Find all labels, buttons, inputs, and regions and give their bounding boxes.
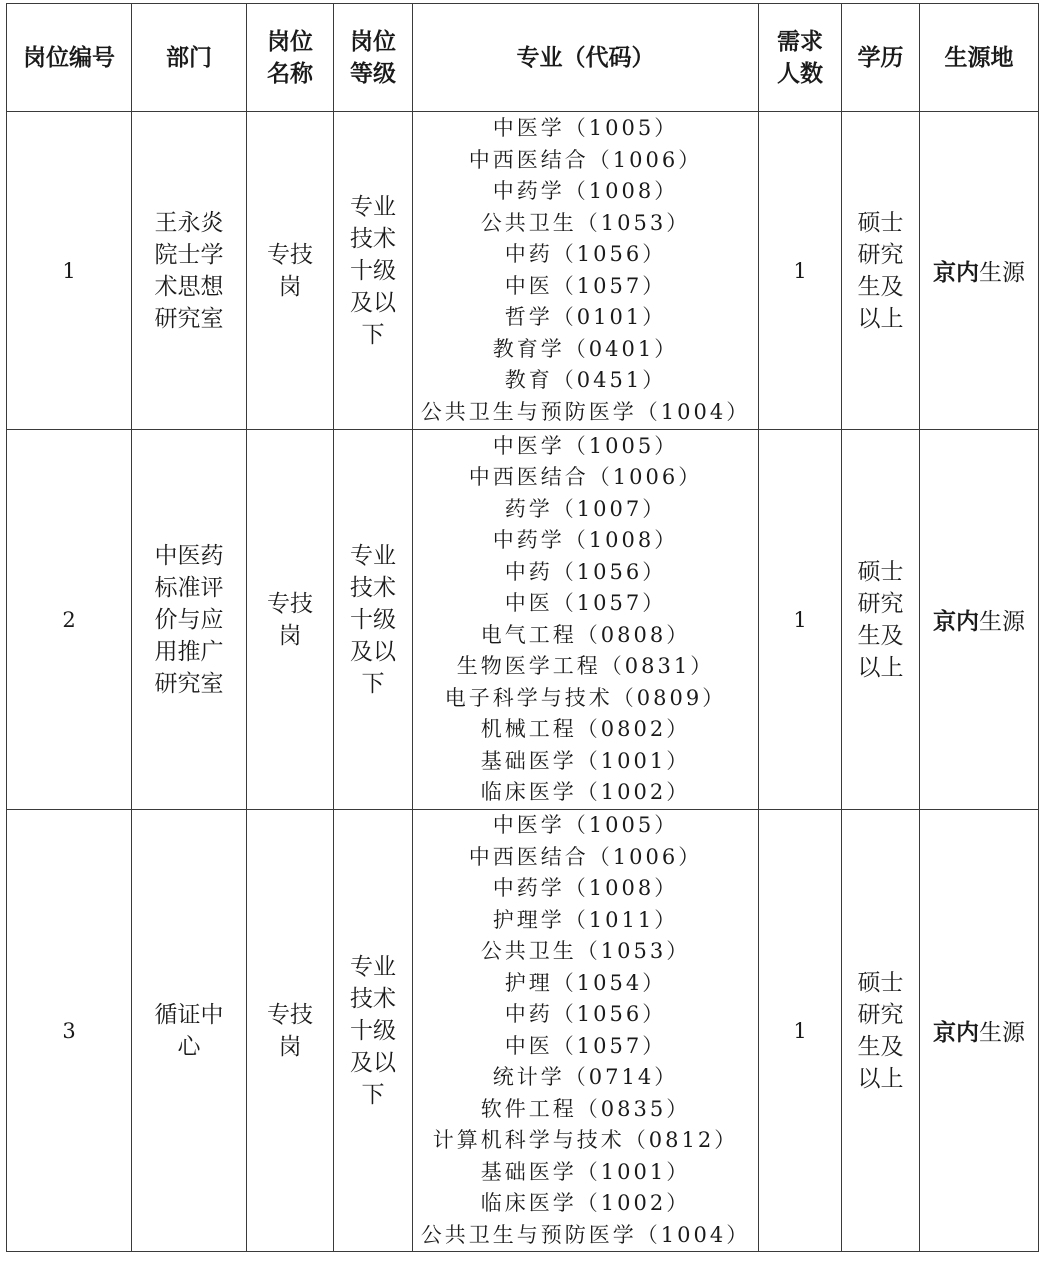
recruitment-table (6, 3, 1039, 1252)
table-row (7, 112, 1039, 430)
header-post-name-text (265, 26, 315, 90)
text-line: 专业 (350, 542, 396, 569)
origin-rest: 生源 (979, 260, 1025, 286)
text-line: 生及 (857, 622, 904, 649)
text-line: 岗位编号 (23, 44, 115, 71)
major-item: 中医学（1005） (492, 813, 679, 837)
text-line: 研究 (857, 590, 904, 617)
major-item: 中医学（1005） (492, 433, 679, 458)
major-item: 中药学（1008） (492, 528, 679, 552)
major-item: 药学（1007） (504, 496, 667, 521)
post-level-cell (334, 810, 413, 1252)
text-line: 生及 (857, 1033, 904, 1060)
origin-strong: 京内 (933, 260, 979, 286)
text-line: 专业（代码） (516, 44, 655, 71)
header-post-no-text (23, 42, 115, 74)
major-item: 中医（1057） (504, 591, 667, 615)
dept-cell (132, 810, 247, 1252)
text-line: 部门 (166, 44, 212, 71)
text-line: 及以 (350, 1049, 396, 1076)
major-item: 公共卫生与预防医学（1004） (420, 399, 751, 424)
text-line: 十级 (350, 1017, 396, 1044)
post-no-cell: 1 (7, 112, 132, 430)
text-line: 等级 (350, 60, 396, 87)
major-item: 中药（1056） (504, 1002, 667, 1026)
origin-rest: 生源 (979, 1020, 1025, 1046)
major-item: 中西医结合（1006） (468, 147, 703, 172)
origin-cell (920, 112, 1039, 430)
header-major (413, 4, 759, 112)
major-item: 哲学（0101） (504, 305, 667, 329)
text-line: 研究室 (154, 305, 224, 332)
origin-strong: 京内 (933, 609, 979, 635)
post-name-text (265, 588, 315, 652)
text-line: 生源地 (944, 44, 1014, 71)
major-item: 中西医结合（1006） (468, 465, 703, 489)
major-item: 临床医学（1002） (480, 1191, 691, 1215)
count-cell: 1 (759, 810, 842, 1252)
text-line: 十级 (350, 606, 396, 633)
header-post-level (334, 4, 413, 112)
post-name-cell (247, 430, 334, 810)
post-no-cell: 3 (7, 810, 132, 1252)
text-line: 技术 (350, 574, 396, 601)
header-origin (920, 4, 1039, 112)
major-item: 中医（1057） (504, 1033, 667, 1058)
text-line: 以上 (857, 1065, 904, 1092)
major-item: 公共卫生（1053） (480, 210, 691, 235)
text-line: 循证中 (154, 1001, 224, 1028)
header-count (759, 4, 842, 112)
major-item: 中药学（1008） (492, 179, 679, 203)
text-line: 专技 (267, 590, 313, 617)
text-line: 心 (177, 1033, 201, 1060)
text-line: 岗 (278, 1033, 302, 1060)
edu-cell (842, 112, 920, 430)
origin-cell (920, 810, 1039, 1252)
dept-cell (132, 112, 247, 430)
origin-strong: 京内 (933, 1020, 979, 1046)
major-item: 基础医学（1001） (480, 1159, 691, 1184)
text-line: 研究 (857, 1001, 904, 1028)
text-line: 术思想 (154, 273, 224, 300)
post-name-cell (247, 112, 334, 430)
text-line: 研究 (857, 241, 904, 268)
text-line: 十级 (350, 257, 396, 284)
edu-text (856, 967, 906, 1095)
count-cell: 1 (759, 430, 842, 810)
major-item: 统计学（0714） (492, 1065, 679, 1089)
major-item: 电气工程（0808） (480, 622, 691, 647)
major-cell (413, 430, 759, 810)
major-item: 中医学（1005） (492, 116, 679, 140)
post-name-text (265, 239, 315, 303)
major-item: 教育（0451） (504, 368, 667, 392)
major-item: 公共卫生（1053） (480, 939, 691, 963)
header-post-level-text (348, 26, 398, 90)
dept-cell (132, 430, 247, 810)
text-line: 专技 (267, 241, 313, 268)
major-item: 机械工程（0802） (480, 717, 691, 741)
dept-text (152, 540, 226, 700)
text-line: 专业 (350, 953, 396, 980)
text-line: 及以 (350, 289, 396, 316)
header-major-text (517, 42, 655, 74)
edu-text (856, 207, 906, 335)
major-cell (413, 810, 759, 1252)
text-line: 及以 (350, 638, 396, 665)
text-line: 中医药 (154, 542, 224, 569)
header-count-text (775, 26, 825, 90)
major-item: 中西医结合（1006） (468, 844, 703, 869)
edu-text (856, 556, 906, 684)
major-item: 临床医学（1002） (480, 780, 691, 804)
text-line: 生及 (857, 273, 904, 300)
origin-cell (920, 430, 1039, 810)
text-line: 岗位 (350, 28, 396, 55)
text-line: 价与应 (154, 606, 224, 633)
post-no-cell: 2 (7, 430, 132, 810)
major-item: 中药（1056） (504, 242, 667, 266)
text-line: 岗位 (267, 28, 313, 55)
post-name-cell (247, 810, 334, 1252)
text-line: 硕士 (857, 558, 904, 585)
text-line: 人数 (777, 60, 823, 87)
text-line: 专技 (267, 1001, 313, 1028)
text-line: 标准评 (154, 574, 224, 601)
table-row (7, 430, 1039, 810)
text-line: 下 (361, 321, 385, 348)
text-line: 下 (361, 670, 385, 697)
major-item: 中药学（1008） (492, 876, 679, 900)
text-line: 以上 (857, 654, 904, 681)
origin-rest: 生源 (979, 609, 1025, 635)
post-level-cell (334, 430, 413, 810)
header-dept-text (166, 42, 212, 74)
post-level-text (348, 540, 398, 700)
edu-cell (842, 430, 920, 810)
post-level-text (348, 191, 398, 351)
text-line: 研究室 (154, 670, 224, 697)
header-origin-text (945, 42, 1014, 74)
text-line: 需求 (777, 28, 823, 55)
text-line: 硕士 (857, 209, 904, 236)
major-item: 计算机科学与技术（0812） (432, 1128, 739, 1152)
header-row (7, 4, 1039, 112)
major-item: 软件工程（0835） (480, 1096, 691, 1121)
major-item: 护理学（1011） (492, 907, 679, 932)
header-edu (842, 4, 920, 112)
header-post-name (247, 4, 334, 112)
header-post-no (7, 4, 132, 112)
text-line: 王永炎 (154, 209, 224, 236)
text-line: 硕士 (857, 969, 904, 996)
text-line: 专业 (350, 193, 396, 220)
major-item: 教育学（0401） (492, 336, 679, 361)
post-name-text (265, 999, 315, 1063)
major-item: 护理（1054） (504, 970, 667, 995)
text-line: 岗 (278, 622, 302, 649)
major-cell (413, 112, 759, 430)
text-line: 技术 (350, 985, 396, 1012)
text-line: 技术 (350, 225, 396, 252)
dept-text (152, 999, 226, 1063)
text-line: 名称 (267, 60, 313, 87)
major-item: 中医（1057） (504, 273, 667, 298)
text-line: 院士学 (154, 241, 224, 268)
major-item: 公共卫生与预防医学（1004） (420, 1222, 751, 1247)
text-line: 下 (361, 1081, 385, 1108)
header-edu-text (858, 42, 904, 74)
count-cell: 1 (759, 112, 842, 430)
major-item: 中药（1056） (504, 559, 667, 584)
edu-cell (842, 810, 920, 1252)
text-line: 岗 (278, 273, 302, 300)
text-line: 学历 (857, 44, 904, 71)
dept-text (152, 207, 226, 335)
post-level-text (348, 951, 398, 1111)
table-row (7, 810, 1039, 1252)
major-item: 基础医学（1001） (480, 748, 691, 773)
text-line: 用推广 (154, 638, 224, 665)
header-dept (132, 4, 247, 112)
post-level-cell (334, 112, 413, 430)
major-item: 电子科学与技术（0809） (444, 685, 727, 710)
major-item: 生物医学工程（0831） (456, 654, 715, 678)
text-line: 以上 (857, 305, 904, 332)
